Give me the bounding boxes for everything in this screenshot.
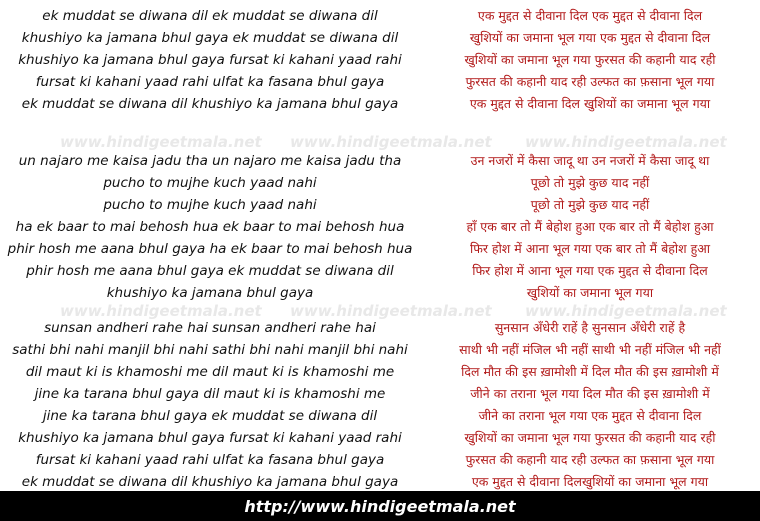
- lyric-line: ek muddat se diwana dil khushiyo ka jamana bhul gaya: [21, 96, 399, 112]
- lyric-line: ha ek baar to mai behosh hua ek baar to mai behosh hua: [15, 219, 405, 235]
- lyric-line: साथी भी नहीं मंजिल भी नहीं साथी भी नहीं मंजिल भी नहीं: [459, 342, 721, 357]
- lyric-line: pucho to mujhe kuch yaad nahi: [103, 175, 317, 191]
- lyric-line: खुशियों का जमाना भूल गया: [526, 285, 654, 300]
- stanza-3-roman: [0, 317, 420, 493]
- lyric-line: fursat ki kahani yaad rahi ulfat ka fasana bhul gaya: [35, 452, 385, 468]
- lyric-line: sunsan andheri rahe hai sunsan andheri rahe hai: [44, 320, 376, 336]
- footer-banner: [0, 491, 760, 521]
- watermark-text: www.hindigeetmala.net: [525, 133, 727, 151]
- lyric-line: खुशियों का जमाना भूल गया एक मुद्दत से दीवाना दिल: [469, 30, 711, 45]
- lyric-line: फुरसत की कहानी याद रही उल्फत का फ़साना भूल गया: [465, 452, 715, 467]
- lyric-line: phir hosh me aana bhul gaya ha ek baar to mai behosh hua: [7, 241, 413, 257]
- lyric-line: सुनसान अँधेरी राहें है सुनसान अँधेरी राहें है: [494, 320, 686, 335]
- lyric-line: दिल मौत की इस ख़ामोशी में दिल मौत की इस ख़ामोशी में: [461, 364, 719, 379]
- lyric-line: phir hosh me aana bhul gaya ek muddat se diwana dil: [26, 263, 394, 279]
- lyric-line: dil maut ki is khamoshi me dil maut ki is khamoshi me: [25, 364, 395, 380]
- lyric-line: फिर होश में आना भूल गया एक मुद्दत से दीवाना दिल: [472, 263, 708, 278]
- lyric-line: खुशियों का जमाना भूल गया फुरसत की कहानी याद रही: [464, 430, 716, 445]
- footer-url: http://www.hindigeetmala.net: [244, 496, 516, 516]
- stanza-1-roman: [0, 5, 420, 115]
- lyric-line: ek muddat se diwana dil khushiyo ka jamana bhul gaya: [21, 474, 399, 490]
- lyric-line: sathi bhi nahi manjil bhi nahi sathi bhi nahi manjil bhi nahi: [12, 342, 408, 358]
- lyric-line: पूछो तो मुझे कुछ याद नहीं: [530, 197, 650, 212]
- lyric-line: एक मुद्दत से दीवाना दिल एक मुद्दत से दीवाना दिल: [477, 8, 703, 23]
- lyric-line: khushiyo ka jamana bhul gaya: [106, 285, 314, 301]
- lyric-line: khushiyo ka jamana bhul gaya fursat ki kahani yaad rahi: [18, 430, 402, 446]
- lyric-line: एक मुद्दत से दीवाना दिलखुशियों का जमाना भूल गया: [471, 474, 709, 489]
- lyric-line: pucho to mujhe kuch yaad nahi: [103, 197, 317, 213]
- lyric-line: उन नजरों में कैसा जादू था उन नजरों में कैसा जादू था: [470, 153, 710, 168]
- lyric-line: khushiyo ka jamana bhul gaya ek muddat se diwana dil: [21, 30, 399, 46]
- watermark-text: www.hindigeetmala.net: [290, 302, 492, 320]
- stanza-2-roman: [0, 150, 420, 304]
- lyric-line: जीने का तराना भूल गया दिल मौत की इस ख़ामोशी में: [470, 386, 710, 401]
- lyric-line: un najaro me kaisa jadu tha un najaro me kaisa jadu tha: [18, 153, 402, 169]
- lyric-line: जीने का तराना भूल गया एक मुद्दत से दीवाना दिल: [478, 408, 702, 423]
- watermark-text: www.hindigeetmala.net: [525, 302, 727, 320]
- lyric-line: पूछो तो मुझे कुछ याद नहीं: [530, 175, 650, 190]
- lyric-line: हाँ एक बार तो मैं बेहोश हुआ एक बार तो मैं बेहोश हुआ: [466, 219, 714, 234]
- lyric-line: jine ka tarana bhul gaya ek muddat se diwana dil: [42, 408, 378, 424]
- lyric-line: khushiyo ka jamana bhul gaya fursat ki kahani yaad rahi: [18, 52, 402, 68]
- lyric-line: एक मुद्दत से दीवाना दिल खुशियों का जमाना भूल गया: [469, 96, 711, 111]
- lyric-line: fursat ki kahani yaad rahi ulfat ka fasana bhul gaya: [35, 74, 385, 90]
- stanza-2-hindi: [420, 150, 760, 304]
- stanza-1-hindi: [420, 5, 760, 115]
- watermark-text: www.hindigeetmala.net: [60, 302, 262, 320]
- lyric-line: खुशियों का जमाना भूल गया फुरसत की कहानी याद रही: [464, 52, 716, 67]
- lyric-line: फिर होश में आना भूल गया एक बार तो मैं बेहोश हुआ: [469, 241, 711, 256]
- lyric-line: फुरसत की कहानी याद रही उल्फत का फ़साना भूल गया: [465, 74, 715, 89]
- stanza-3-hindi: [420, 317, 760, 493]
- lyric-line: ek muddat se diwana dil ek muddat se diwana dil: [42, 8, 378, 24]
- lyric-line: jine ka tarana bhul gaya dil maut ki is khamoshi me: [34, 386, 386, 402]
- watermark-text: www.hindigeetmala.net: [290, 133, 492, 151]
- watermark-text: www.hindigeetmala.net: [60, 133, 262, 151]
